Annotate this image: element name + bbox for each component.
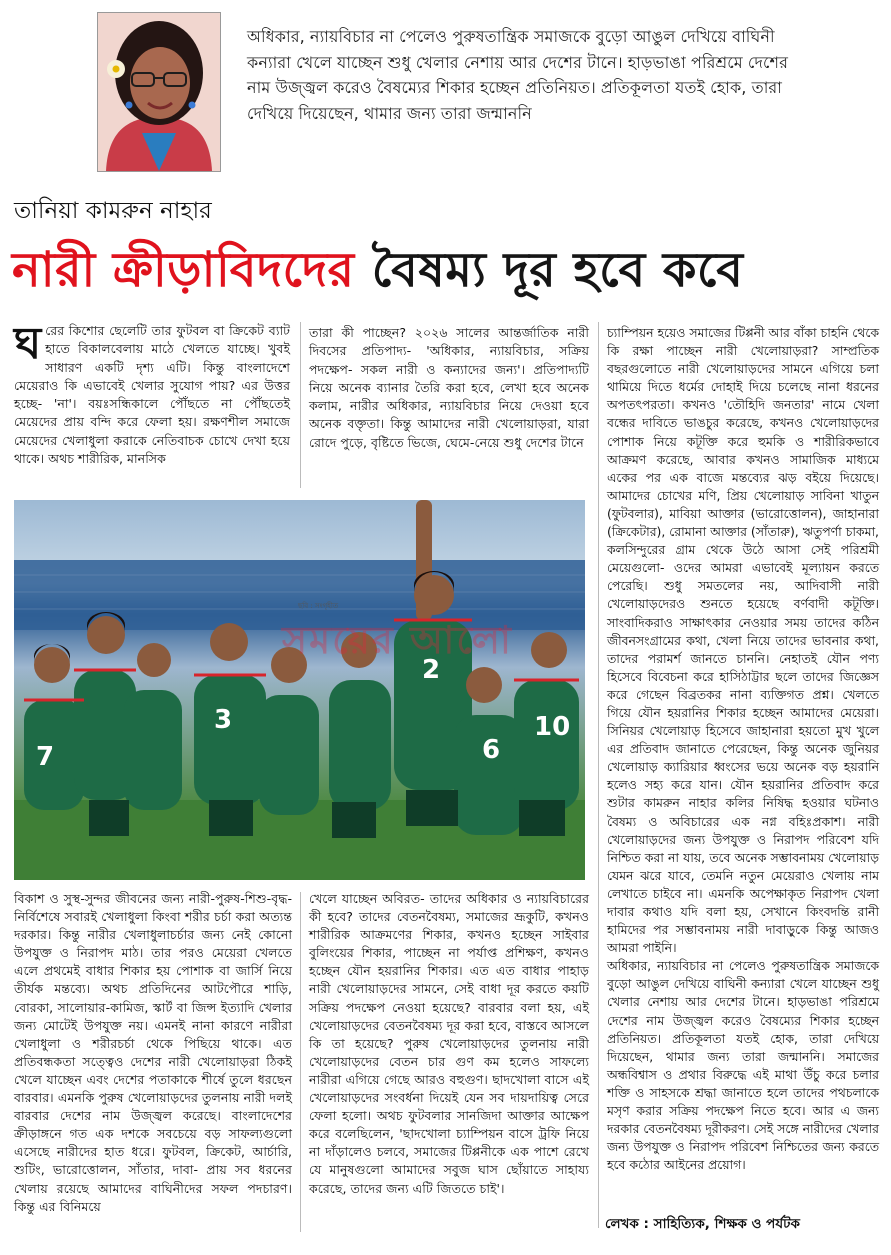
article-column-2-bottom: খেলে যাচ্ছেন অবিরত- তাদের অধিকার ও ন্যায়বিচারের কী হবে? তাদের বেতনবৈষম্য, সমাজের ভ্রূকুটি, কখনও শারীরিক আক্রমণের শিকার, কখনও হচ্ছেন সাইবার বুলিংয়ের শিকার, পাচ্ছেন না পর্যাপ্ত প্রশিক্ষণ, কখনও হচ্ছেন যৌন হয়রানির শিকার। এত এত বাধার পাহাড় নারী খেলোয়াড়দের সামনে, সেই বাধা দূর করতে কয়টি সক্রিয় পদক্ষেপ নেওয়া হয়েছে? বারবার বলা হয়, এই খেলোয়াড়দের বেতনবৈষম্য দূর করা হবে, বাস্তবে আসলে কি তা হয়েছে? পুরুষ খেলোয়াড়দের তুলনায় নারী খেলোয়াড়দের বেতন চার গুণ কম হলেও সাফল্যে নারীরা এগিয়ে গেছে আরও বহুগুণ। ছাদখোলা বাসে এই খেলোয়াড়দের সংবর্ধনা দিয়েই যেন সব দায়দায়িত্ব সেরে ফেলা হলো। অথচ ফুটবলার সানজিদা আক্তার আক্ষেপ করে বলেছিলেন, 'ছাদখোলা চ্যাম্পিয়ন বাসে ট্রফি নিয়ে না দাঁড়ালেও চলবে, সমাজের টিপ্পনীকে এক পাশে রেখে যে মানুষগুলো আমাদের সবুজ ঘাস ছোঁয়াতে সাহায্য করেছে, তাদের জন্য এটি জিততে চাই'। [309,891,589,1196]
headline [12,236,882,304]
column-rule [300,892,301,1232]
article-column-3 [607,324,879,1174]
author-portrait-illustration [98,13,220,171]
article-column-2-top: তারা কী পাচ্ছেন? ২০২৬ সালের আন্তর্জাতিক নারী দিবসের প্রতিপাদ্য- 'অধিকার, ন্যায়বিচার, সক্রিয় পদক্ষেপ- সকল নারী ও কন্যাদের জন্য'। প্রতিপাদ্যটি নিয়ে অনেক ব্যানার তৈরি করা হবে, লেখা হবে অনেক কলাম, নারীর অধিকার, ন্যায়বিচার নিয়ে দেওয়া হবে অনেক বক্তৃতা। কিন্তু আমাদের নারী খেলোয়াড়রা, যারা রোদে পুড়ে, বৃষ্টিতে ভিজে, ঘেমে-নেয়ে শুধু দেশের টানে [309,325,589,450]
author-photo [97,12,221,172]
photo-credit: ছবি : সংগৃহীত [298,602,339,610]
team-celebration-photo [14,500,585,880]
column-3-paragraph: চ্যাম্পিয়ন হয়েও সমাজের টিপ্পনী আর বাঁকা চাহনি থেকে কি রক্ষা পাচ্ছেন নারী খেলোয়াড়রা? সাম্প্রতিক বছরগুলোতে নারী খেলোয়াড়দের সামনে এগিয়ে চলা থামিয়ে দিতে ধর্মের দোহাই দিয়ে চলেছে নানা ধরনের অপতৎপরতা। কখনও 'তৌহিদি জনতার' নামে খেলা বন্ধের দাবিতে ভাঙচুর করেছে, কখনও খেলোয়াড়দের পোশাক নিয়ে কটূক্তি করে হুমকি ও শারীরিকভাবে আক্রমণ করেছে, আবার কখনও সামাজিক মাধ্যমে একের পর এক বাজে মন্তব্যের ঝড় বইয়ে দিয়েছে। আমাদের চোখের মণি, প্রিয় খেলোয়াড় সাবিনা খাতুন (ফুটবলার), মাবিয়া আক্তার (ভারোত্তোলন), জাহানারা (ক্রিকেটার), রোমানা আক্তার (সাঁতারু), ঋতুপর্ণা চাকমা, কলসিন্দুরের গ্রাম থেকে উঠে আসা সেই পরিশ্রমী মেয়েগুলো- ওদের আমরা এভাবেই মূল্যায়ন করতে পেরেছি। শুধু সমতলের নয়, আদিবাসী নারী খেলোয়াড়দেরও শুনতে হয়েছে বর্ণবাদী কটূক্তি। সাংবাদিকরাও সাক্ষাৎকার নেওয়ার সময় তাদের কঠিন জীবনসংগ্রামের কথা, খেলা নিয়ে তাদের ভাবনার কথা, তাদের পরামর্শ জানতে চাননি। নেহাতই যৌন পণ্য হিসেবে বিবেচনা করে হাসিঠাট্টার ছলে তাদের জিজ্ঞেস করে গেছেন বিব্রতকর নানা ব্যক্তিগত প্রশ্ন। খেলতে গিয়ে যৌন হয়রানির শিকার হচ্ছেন আমাদের মেয়েরা। সিনিয়র খেলোয়াড় হিসেবে জাহানারা হয়তো মুখ খুলে এর প্রতিবাদ জানাতে পেরেছেন, কিন্তু অনেক জুনিয়র খেলোয়াড় ক্যারিয়ার ধ্বংসের ভয়ে অনেক বড় হয়রানি হলেও সহ্য করে যান। যৌন হয়রানির প্রতিবাদ করে শুটার কামরুন নাহার কলির নিষিদ্ধ হওয়ার ঘটনাও বৈষম্য ও অবিচারের এক নগ্ন বহিঃপ্রকাশ। নারী খেলোয়াড়দের জন্য উপযুক্ত ও নিরাপদ পরিবেশ যদি নিশ্চিত করা না যায়, তবে অনেক সম্ভাবনাময় খেলোয়াড় যেমন ঝরে যাবে, তেমনি নতুন মেয়েরাও খেলায় নাম লেখাতে চাইবে না। এমনকি অপেক্ষাকৃত নিরাপদ খেলা দাবার কথাও যদি বলা হয়, সেখানে কিংবদন্তি রানী হামিদের পর সম্ভাবনাময় নারী দাবাড়ুকে কিন্তু আজও আমরা পাইনি। [607,325,879,956]
headline-red-part: নারী ক্রীড়াবিদদের [12,242,355,298]
newspaper-watermark: সময়ের আলো [282,618,513,662]
svg-text:3: 3 [214,705,233,735]
drop-cap: ঘ [14,318,42,369]
intro-blurb: অধিকার, ন্যায়বিচার না পেলেও পুরুষতান্ত্রিক সমাজকে বুড়ো আঙুল দেখিয়ে বাঘিনী কন্যারা খেলে যাচ্ছেন শুধু খেলার নেশায় আর দেশের টানে। হাড়ভাঙা পরিশ্রমে দেশের নাম উজ্জ্বল করেও বৈষম্যের শিকার হচ্ছেন প্রতিনিয়ত। প্রতিকূলতা যতই হোক, তারা দেখিয়ে দিয়েছেন, থামার জন্য তারা জন্মাননি [247,27,788,123]
column-rule [300,322,301,488]
svg-text:10: 10 [534,712,571,742]
author-note: লেখক : সাহিত্যিক, শিক্ষক ও পর্যটক [605,1216,800,1232]
column-1-text: রের কিশোর ছেলেটি তার ফুটবল বা ক্রিকেট ব্যাট হাতে বিকালবেলায় মাঠে খেলতে যাচ্ছে। খুবই সাধারণ একটি দৃশ্য এটি। কিন্তু বাংলাদেশে মেয়েরাও কি এভাবেই খেলার সুযোগ পায়? এর উত্তর হচ্ছে- 'না'। বয়ঃসন্ধিকালে পৌঁছতে না পৌঁছতেই মেয়েদের প্রায় বন্দি করে ফেলা হয়। রক্ষণশীল সমাজে মেয়েদের খেলাধুলা করাকে নেতিবাচক চোখে দেখা হয়ে থাকে। অথচ শারীরিক, মানসিক [14,323,290,467]
players-illustration [14,500,585,880]
svg-text:6: 6 [482,735,501,765]
author-byline: তানিয়া কামরুন নাহার [14,198,212,224]
headline-dark-part: বৈষম্য দূর হবে কবে [371,242,744,298]
svg-text:7: 7 [36,742,55,772]
article-column-1-top [14,318,290,468]
column-3-closing-paragraph: অধিকার, ন্যায়বিচার না পেলেও পুরুষতান্ত্রিক সমাজকে বুড়ো আঙুল দেখিয়ে বাঘিনী কন্যারা খেলে যাচ্ছেন শুধু খেলার নেশায় আর দেশের টানে। হাড়ভাঙা পরিশ্রমে দেশের নাম উজ্জ্বল করেও বৈষম্যের শিকার হচ্ছেন প্রতিনিয়ত। প্রতিকূলতা যতই হোক, তারা দেখিয়ে দিয়েছেন, থামার জন্য তারা জন্মাননি। সমাজের অন্ধবিশ্বাস ও প্রথার বিরুদ্ধে এই মাথা উঁচু করে চলার শক্তি ও সাহসকে শ্রদ্ধা জানাতে হলে তাদের পথচলাকে মসৃণ করার সক্রিয় পদক্ষেপ নিতে হবে। আর এ জন্য দরকার বেতনবৈষম্য দূরীকরণ। সেই সঙ্গে নারীদের খেলার জন্য উপযুক্ত ও নিরাপদ পরিবেশ নিশ্চিতের জন্য করতে হবে কঠোর আইনের প্রয়োগ। [607,958,879,1173]
column-rule [598,322,599,1228]
svg-text:2: 2 [422,655,441,685]
article-column-1-bottom: বিকাশ ও সুস্থ-সুন্দর জীবনের জন্য নারী-পুরুষ-শিশু-বৃদ্ধ-নির্বিশেষে সবারই খেলাধুলা কিংবা শরীর চর্চা করা অত্যন্ত দরকার। কিন্তু নারীর খেলাধুলাচর্চার জন্য নেই কোনো উপযুক্ত ও নিরাপদ মাঠ। তার পরও মেয়েরা খেলতে এলে প্রথমেই বাধার শিকার হয় পোশাক বা জার্সি নিয়ে তীর্যক মন্তব্যে। অথচ প্রতিদিনের আটপৌরে শাড়ি, বোরকা, সালোয়ার-কামিজ, স্কার্ট বা জিন্স ইত্যাদি খেলার জন্য মোটেই উপযুক্ত নয়। এমনই নানা কারণে নারীরা খেলাধুলা ও শরীরচর্চা থেকে পিছিয়ে থাকে। এত প্রতিবন্ধকতা সত্ত্বেও দেশের নারী খেলোয়াড়রা ঠিকই খেলে যাচ্ছেন এবং দেশের পতাকাকে শীর্ষে তুলে ধরছেন বারবার। এমনকি পুরুষ খেলোয়াড়দের তুলনায় নারী দলই বারবার দেশের নাম উজ্জ্বল করেছে। বাংলাদেশের ক্রীড়াঙ্গনে গত এক দশকে সবচেয়ে বড় সাফল্যগুলো এসেছে নারীদের হাত ধরে। ফুটবল, ক্রিকেট, আর্চারি, শুটিং, ভারোত্তোলন, সাঁতার, দাবা- প্রায় সব ধরনের খেলায় রয়েছে আমাদের বাঘিনীদের সফল পদচারণ। কিন্তু এর বিনিময়ে [14,891,292,1214]
